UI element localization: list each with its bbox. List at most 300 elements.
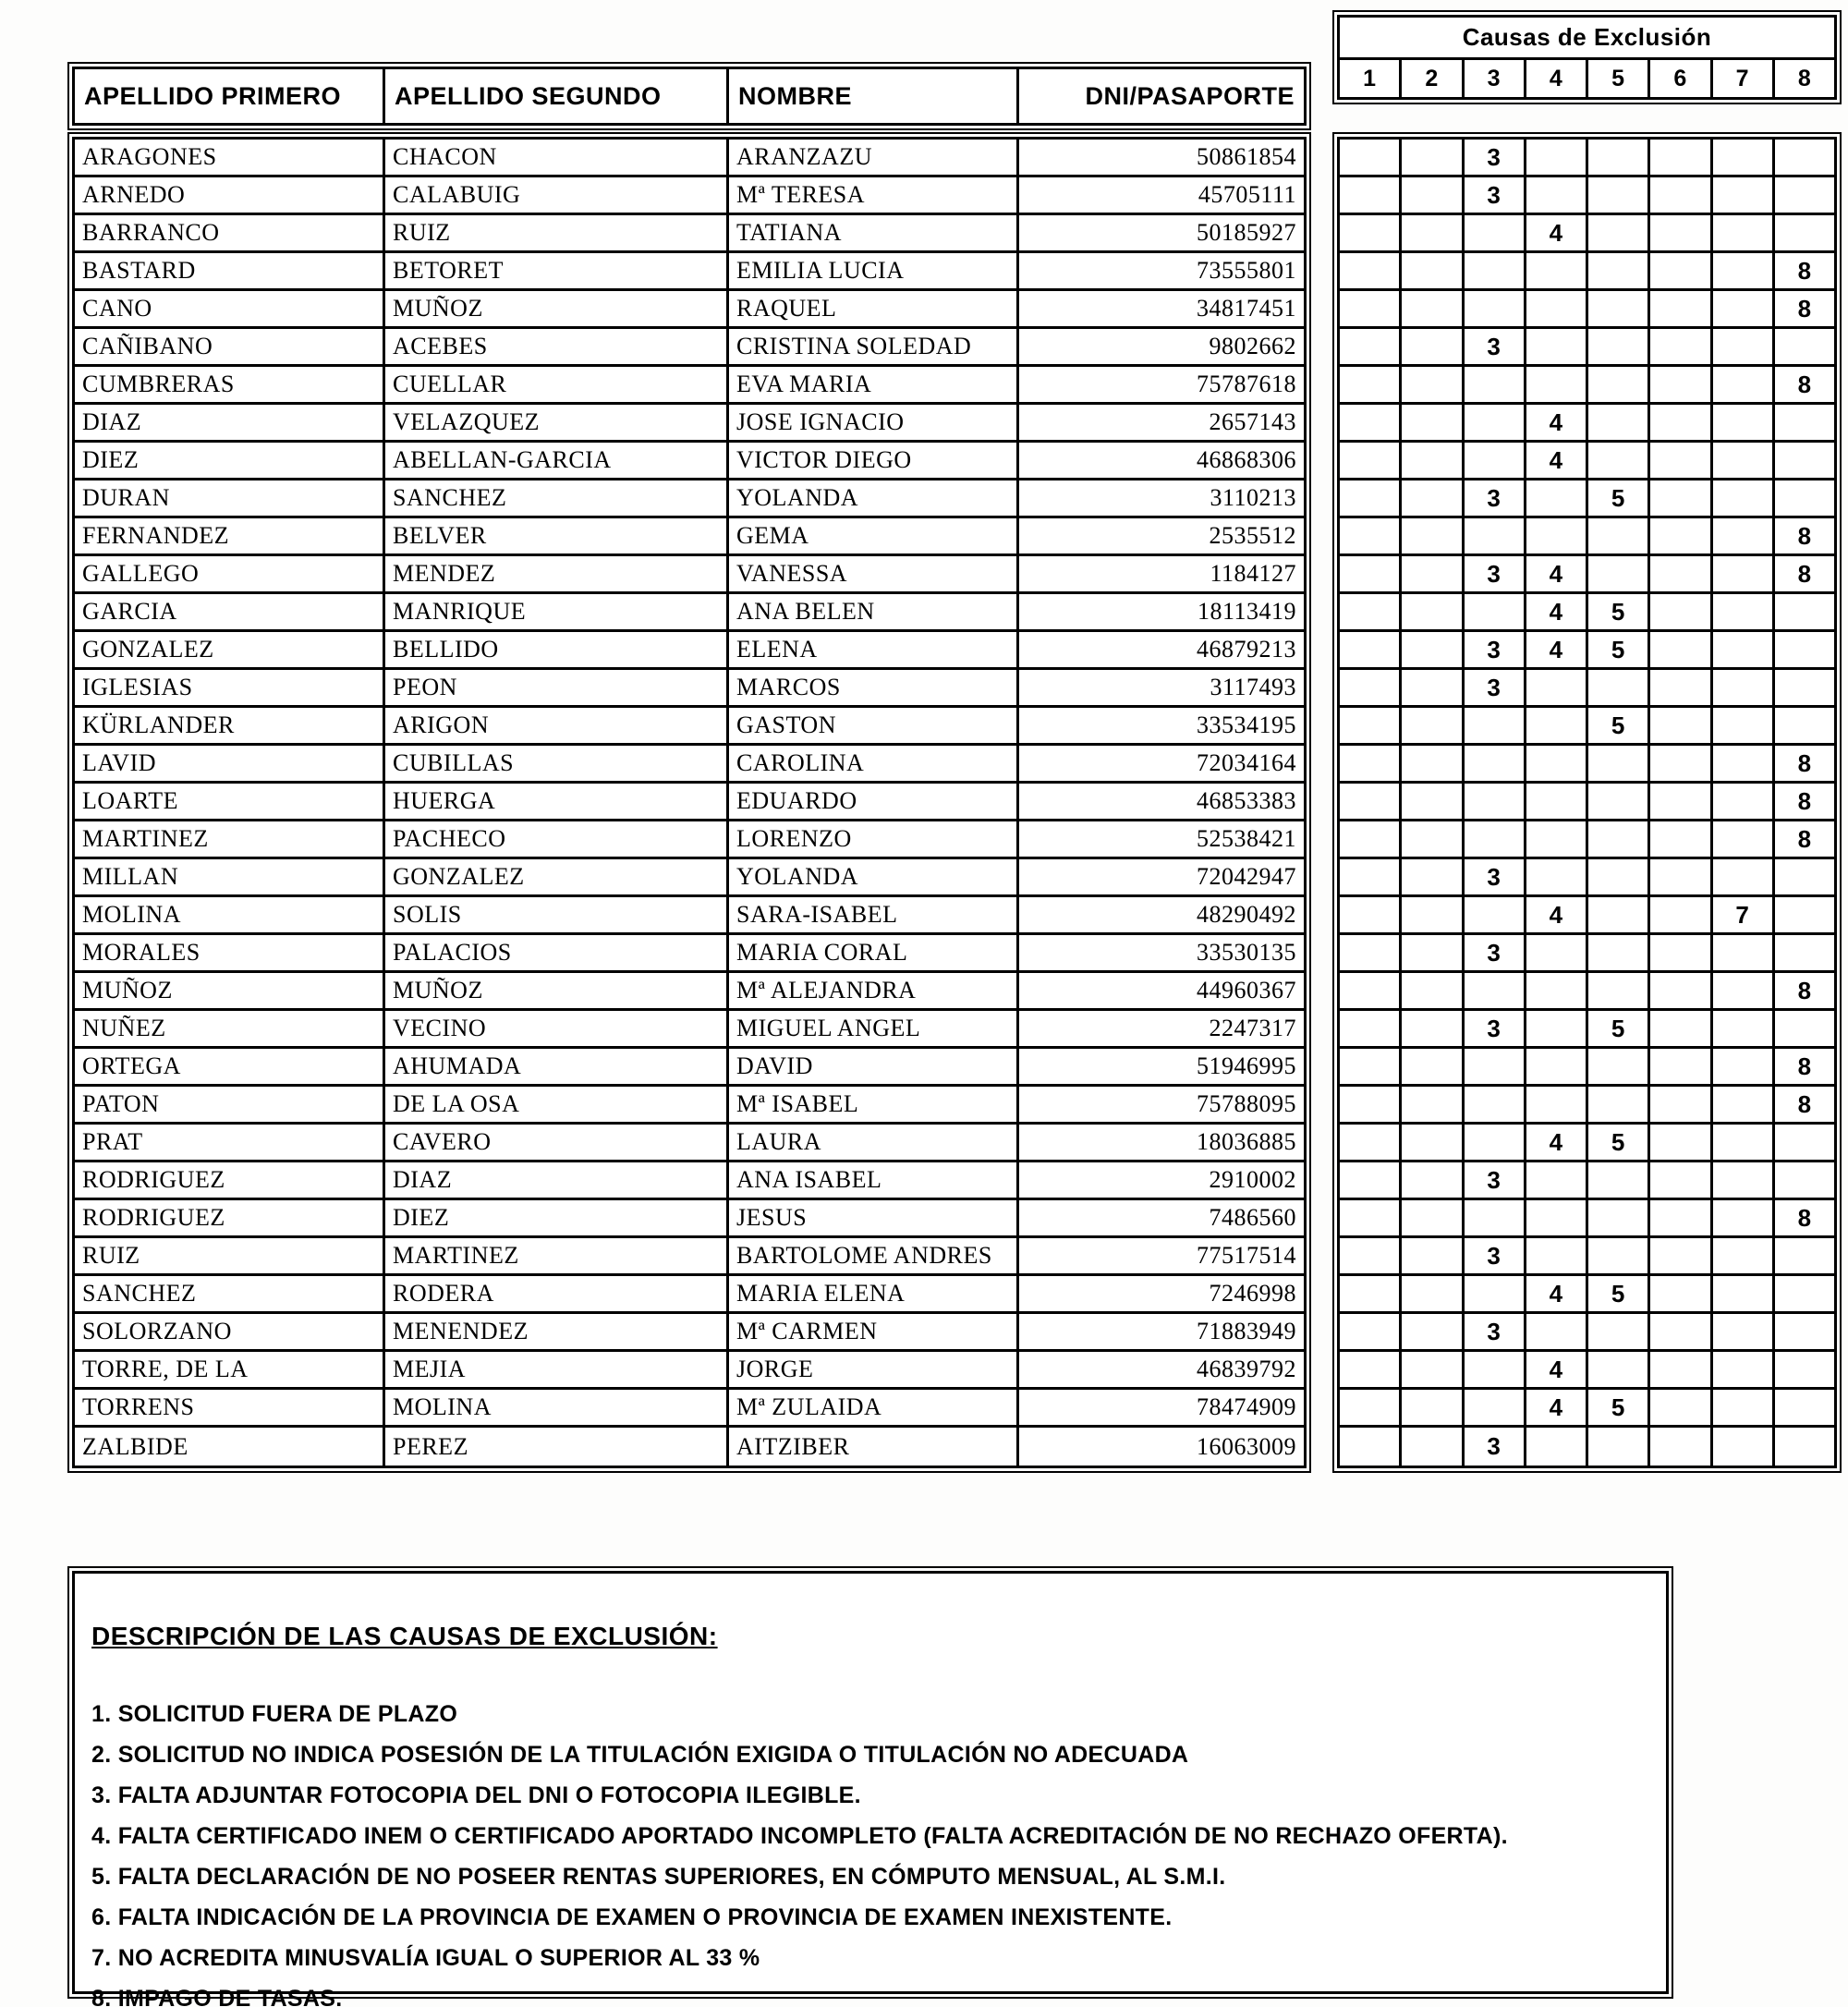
dni-cell: 51946995: [1197, 1052, 1296, 1079]
description-item: 3. FALTA ADJUNTAR FOTOCOPIA DEL DNI O FOTOCOPIA ILEGIBLE.: [91, 1782, 861, 1808]
applicant-row: [75, 1162, 1304, 1200]
exclusion-cell-2: [1402, 329, 1464, 364]
exclusion-cell-8: 8: [1797, 256, 1812, 285]
applicant-row: [75, 594, 1304, 632]
exclusion-cell-7: [1713, 821, 1775, 857]
exclusion-row: [1340, 1087, 1834, 1125]
dni-cell: 72034164: [1197, 749, 1296, 776]
dni-cell: 2247317: [1209, 1015, 1296, 1041]
apellido-segundo-cell: MUÑOZ: [385, 291, 729, 326]
exclusion-cell-2: [1402, 1314, 1464, 1349]
exclusion-cell-1: [1340, 1049, 1402, 1084]
exclusion-cell-7: [1713, 253, 1775, 288]
applicant-row: [75, 1200, 1304, 1238]
exclusion-cell-1: [1340, 329, 1402, 364]
exclusion-cell-5: [1588, 1428, 1650, 1466]
exclusion-cell-1: [1340, 215, 1402, 250]
exclusion-cell-5: [1588, 556, 1650, 591]
exclusion-cell-2: [1402, 897, 1464, 932]
exclusion-cell-4: [1526, 708, 1588, 743]
exclusion-cell-1: [1340, 1200, 1402, 1235]
exclusion-cell-5: [1588, 367, 1650, 402]
exclusion-cell-2: [1402, 518, 1464, 553]
dni-cell: 46879213: [1197, 636, 1296, 663]
exclusion-cell-2: [1402, 1352, 1464, 1387]
apellido-segundo-cell: ARIGON: [385, 708, 729, 743]
exclusion-row: [1340, 215, 1834, 253]
exclusion-cell-6: [1650, 1011, 1712, 1046]
exclusion-cell-3: 3: [1465, 1238, 1526, 1273]
nombre-cell: DAVID: [729, 1049, 1019, 1084]
dni-cell: 33530135: [1197, 939, 1296, 966]
nombre-cell: JESUS: [729, 1200, 1019, 1235]
description-item: 2. SOLICITUD NO INDICA POSESIÓN DE LA TITULACIÓN EXIGIDA O TITULACIÓN NO ADECUADA: [91, 1742, 1189, 1768]
exclusion-row: [1340, 1314, 1834, 1352]
exclusion-cell-4: [1526, 973, 1588, 1008]
exclusion-cell-6: [1650, 1162, 1712, 1198]
apellido-segundo-cell: RUIZ: [385, 215, 729, 250]
apellido-primero-cell: DIAZ: [75, 405, 385, 440]
dni-cell: 3117493: [1210, 674, 1296, 700]
dni-cell: 78474909: [1197, 1393, 1296, 1420]
nombre-cell: EVA MARIA: [729, 367, 1019, 402]
exclusion-cell-6: [1650, 140, 1712, 175]
apellido-segundo-cell: MOLINA: [385, 1390, 729, 1425]
apellido-segundo-cell: SOLIS: [385, 897, 729, 932]
exclusion-cell-6: [1650, 935, 1712, 970]
dni-cell: 71883949: [1197, 1318, 1296, 1344]
exclusion-cell-8: [1775, 1238, 1834, 1273]
exclusion-cell-6: [1650, 177, 1712, 213]
dni-cell: 48290492: [1197, 901, 1296, 928]
exclusion-cell-2: [1402, 291, 1464, 326]
apellido-segundo-cell: MANRIQUE: [385, 594, 729, 629]
apellido-segundo-cell: DIEZ: [385, 1200, 729, 1235]
exclusion-cell-8: [1775, 1352, 1834, 1387]
dni-cell: 50861854: [1197, 143, 1296, 170]
exclusion-cell-8: [1775, 443, 1834, 478]
exclusion-row: [1340, 1200, 1834, 1238]
exclusion-cell-7: [1713, 443, 1775, 478]
nombre-cell: ARANZAZU: [729, 140, 1019, 175]
exclusion-cell-5: [1588, 1200, 1650, 1235]
exclusion-cell-7: [1713, 518, 1775, 553]
applicant-row: [75, 1125, 1304, 1162]
exclusion-cell-1: [1340, 784, 1402, 819]
exclusion-cell-3: [1465, 973, 1526, 1008]
exclusion-row: [1340, 1011, 1834, 1049]
exclusion-cell-4: [1526, 1011, 1588, 1046]
exclusion-cell-5: [1588, 443, 1650, 478]
exclusion-cell-1: [1340, 253, 1402, 288]
exclusion-cell-8: [1775, 859, 1834, 894]
exclusion-cell-6: [1650, 556, 1712, 591]
exclusion-cell-7: [1713, 1049, 1775, 1084]
exclusion-cell-7: [1713, 291, 1775, 326]
exclusion-cell-3: 3: [1465, 1162, 1526, 1198]
exclusion-cell-1: [1340, 973, 1402, 1008]
apellido-primero-cell: TORRE, DE LA: [75, 1352, 385, 1387]
exclusion-row: [1340, 1125, 1834, 1162]
exclusion-cell-5: 5: [1588, 594, 1650, 629]
exclusion-cell-4: 4: [1526, 594, 1588, 629]
column-header-apellido-segundo: APELLIDO SEGUNDO: [385, 69, 729, 123]
apellido-primero-cell: MOLINA: [75, 897, 385, 932]
exclusion-cell-3: [1465, 1125, 1526, 1160]
exclusion-cell-6: [1650, 1390, 1712, 1425]
apellido-segundo-cell: MEJIA: [385, 1352, 729, 1387]
exclusion-row: [1340, 1238, 1834, 1276]
apellido-primero-cell: CAÑIBANO: [75, 329, 385, 364]
nombre-cell: AITZIBER: [729, 1428, 1019, 1466]
exclusion-cell-6: [1650, 784, 1712, 819]
exclusion-cell-4: 4: [1526, 632, 1588, 667]
exclusion-cell-2: [1402, 1390, 1464, 1425]
exclusion-column-header-6: 6: [1650, 60, 1712, 97]
exclusion-cell-5: [1588, 935, 1650, 970]
dni-cell: 34817451: [1197, 295, 1296, 322]
nombre-cell: MARCOS: [729, 670, 1019, 705]
exclusion-cell-5: [1588, 1238, 1650, 1273]
exclusion-cell-8: 8: [1797, 370, 1812, 398]
exclusion-cell-8: [1775, 1428, 1834, 1466]
exclusion-cell-7: [1713, 1125, 1775, 1160]
exclusion-cell-1: [1340, 746, 1402, 781]
nombre-cell: ELENA: [729, 632, 1019, 667]
applicant-row: [75, 821, 1304, 859]
apellido-segundo-cell: PEON: [385, 670, 729, 705]
exclusion-cell-2: [1402, 177, 1464, 213]
exclusion-cell-8: 8: [1797, 786, 1812, 815]
exclusion-cell-5: [1588, 405, 1650, 440]
apellido-primero-cell: SANCHEZ: [75, 1276, 385, 1311]
nombre-cell: LORENZO: [729, 821, 1019, 857]
exclusion-cell-3: [1465, 594, 1526, 629]
applicant-row: [75, 1390, 1304, 1428]
exclusion-row: [1340, 177, 1834, 215]
exclusion-column-header-1: 1: [1340, 60, 1402, 97]
exclusion-cell-7: [1713, 480, 1775, 516]
exclusion-cell-7: [1713, 670, 1775, 705]
exclusion-cell-3: 3: [1465, 1314, 1526, 1349]
exclusion-cell-2: [1402, 556, 1464, 591]
apellido-primero-cell: LOARTE: [75, 784, 385, 819]
exclusion-cell-4: 4: [1526, 405, 1588, 440]
apellido-primero-cell: IGLESIAS: [75, 670, 385, 705]
exclusion-cell-5: [1588, 215, 1650, 250]
exclusion-row: [1340, 329, 1834, 367]
exclusion-cell-1: [1340, 367, 1402, 402]
exclusion-cell-8: 8: [1797, 1052, 1812, 1080]
exclusion-column-header-7: 7: [1713, 60, 1775, 97]
dni-cell: 72042947: [1197, 863, 1296, 890]
exclusion-cell-7: [1713, 859, 1775, 894]
exclusion-row: [1340, 556, 1834, 594]
exclusion-cell-1: [1340, 594, 1402, 629]
exclusion-cell-3: [1465, 1200, 1526, 1235]
apellido-primero-cell: KÜRLANDER: [75, 708, 385, 743]
exclusion-cell-4: [1526, 746, 1588, 781]
exclusion-causes-description-box: [72, 1571, 1669, 2007]
nombre-cell: MARIA CORAL: [729, 935, 1019, 970]
exclusion-row: [1340, 1390, 1834, 1428]
exclusion-cell-8: [1775, 215, 1834, 250]
exclusion-column-header-5: 5: [1588, 60, 1650, 97]
exclusion-cell-5: [1588, 1162, 1650, 1198]
column-header-apellido-primero: APELLIDO PRIMERO: [75, 69, 385, 123]
exclusion-cell-3: 3: [1465, 1011, 1526, 1046]
nombre-cell: YOLANDA: [729, 480, 1019, 516]
exclusion-cell-7: [1713, 784, 1775, 819]
exclusion-row: [1340, 708, 1834, 746]
exclusion-cell-1: [1340, 518, 1402, 553]
apellido-segundo-cell: CUELLAR: [385, 367, 729, 402]
exclusion-cell-2: [1402, 253, 1464, 288]
exclusion-cell-2: [1402, 784, 1464, 819]
dni-cell: 3110213: [1210, 484, 1296, 511]
description-items: [91, 1694, 1647, 2007]
exclusion-cell-5: [1588, 291, 1650, 326]
exclusion-cell-3: [1465, 1276, 1526, 1311]
exclusion-cell-8: 8: [1797, 976, 1812, 1004]
exclusion-cell-3: 3: [1465, 556, 1526, 591]
exclusion-cell-2: [1402, 708, 1464, 743]
exclusion-cell-5: [1588, 973, 1650, 1008]
exclusion-cell-1: [1340, 556, 1402, 591]
apellido-segundo-cell: BETORET: [385, 253, 729, 288]
apellido-primero-cell: MARTINEZ: [75, 821, 385, 857]
nombre-cell: LAURA: [729, 1125, 1019, 1160]
applicant-row: [75, 708, 1304, 746]
exclusion-cell-4: [1526, 935, 1588, 970]
column-header-dni-pasaporte: DNI/PASAPORTE: [1085, 81, 1295, 110]
apellido-segundo-cell: MENENDEZ: [385, 1314, 729, 1349]
dni-cell: 16063009: [1197, 1432, 1296, 1460]
exclusion-cell-8: [1775, 1390, 1834, 1425]
apellido-segundo-cell: VECINO: [385, 1011, 729, 1046]
exclusion-cell-7: [1713, 594, 1775, 629]
exclusion-cell-7: [1713, 177, 1775, 213]
exclusion-cell-3: [1465, 215, 1526, 250]
exclusion-cell-2: [1402, 1125, 1464, 1160]
exclusion-cell-6: [1650, 897, 1712, 932]
exclusion-cell-2: [1402, 443, 1464, 478]
applicant-row: [75, 215, 1304, 253]
exclusion-cell-4: [1526, 1200, 1588, 1235]
exclusion-cell-8: [1775, 670, 1834, 705]
exclusion-cell-7: [1713, 1428, 1775, 1466]
dni-cell: 18036885: [1197, 1128, 1296, 1155]
exclusion-row: [1340, 1049, 1834, 1087]
applicant-row: [75, 784, 1304, 821]
dni-cell: 75788095: [1197, 1090, 1296, 1117]
exclusion-cell-1: [1340, 859, 1402, 894]
exclusion-cell-1: [1340, 443, 1402, 478]
apellido-primero-cell: RODRIGUEZ: [75, 1200, 385, 1235]
description-item: 8. IMPAGO DE TASAS.: [91, 1986, 343, 2007]
exclusion-cell-5: [1588, 329, 1650, 364]
exclusion-cell-6: [1650, 1238, 1712, 1273]
exclusion-row: [1340, 746, 1834, 784]
exclusion-cell-8: 8: [1797, 824, 1812, 853]
exclusion-row: [1340, 670, 1834, 708]
exclusion-column-header-8: 8: [1797, 65, 1811, 91]
exclusion-cell-1: [1340, 1276, 1402, 1311]
apellido-primero-cell: MUÑOZ: [75, 973, 385, 1008]
exclusion-cell-5: 5: [1588, 1390, 1650, 1425]
exclusion-cell-5: [1588, 670, 1650, 705]
applicant-row: [75, 1276, 1304, 1314]
applicant-row: [75, 291, 1304, 329]
nombre-cell: MARIA ELENA: [729, 1276, 1019, 1311]
exclusion-cell-4: 4: [1526, 1390, 1588, 1425]
apellido-segundo-cell: BELLIDO: [385, 632, 729, 667]
dni-cell: 46839792: [1197, 1356, 1296, 1382]
exclusion-cell-6: [1650, 632, 1712, 667]
dni-cell: 77517514: [1197, 1242, 1296, 1269]
nombre-cell: BARTOLOME ANDRES: [729, 1238, 1019, 1273]
exclusion-cell-4: [1526, 1049, 1588, 1084]
exclusion-column-header-2: 2: [1402, 60, 1464, 97]
exclusion-row: [1340, 443, 1834, 480]
nombre-cell: ANA ISABEL: [729, 1162, 1019, 1198]
exclusion-cell-3: [1465, 405, 1526, 440]
applicant-row: [75, 973, 1304, 1011]
exclusion-row: [1340, 1276, 1834, 1314]
exclusion-cell-3: 3: [1465, 177, 1526, 213]
apellido-segundo-cell: CAVERO: [385, 1125, 729, 1160]
nombre-cell: SARA-ISABEL: [729, 897, 1019, 932]
exclusion-cell-2: [1402, 670, 1464, 705]
applicant-row: [75, 480, 1304, 518]
apellido-primero-cell: RODRIGUEZ: [75, 1162, 385, 1198]
apellido-primero-cell: BASTARD: [75, 253, 385, 288]
exclusion-cell-6: [1650, 1200, 1712, 1235]
exclusion-cell-3: [1465, 897, 1526, 932]
applicant-row: [75, 670, 1304, 708]
apellido-primero-cell: ARNEDO: [75, 177, 385, 213]
apellido-primero-cell: DURAN: [75, 480, 385, 516]
exclusion-cell-4: [1526, 480, 1588, 516]
exclusion-cell-6: [1650, 443, 1712, 478]
exclusion-cell-1: [1340, 1125, 1402, 1160]
exclusion-cell-5: 5: [1588, 1276, 1650, 1311]
exclusion-cell-6: [1650, 518, 1712, 553]
exclusion-row: [1340, 935, 1834, 973]
exclusion-cell-7: [1713, 1162, 1775, 1198]
dni-cell: 33534195: [1197, 712, 1296, 738]
exclusion-cell-7: [1713, 632, 1775, 667]
exclusion-cell-2: [1402, 1011, 1464, 1046]
exclusion-cell-1: [1340, 1352, 1402, 1387]
apellido-segundo-cell: DE LA OSA: [385, 1087, 729, 1122]
apellido-primero-cell: MILLAN: [75, 859, 385, 894]
exclusion-cell-4: [1526, 140, 1588, 175]
nombre-cell: CAROLINA: [729, 746, 1019, 781]
exclusion-cell-4: [1526, 670, 1588, 705]
exclusion-cell-8: [1775, 1276, 1834, 1311]
exclusion-cell-8: [1775, 897, 1834, 932]
apellido-primero-cell: ZALBIDE: [75, 1428, 385, 1466]
exclusion-cell-6: [1650, 708, 1712, 743]
nombre-cell: Mª ALEJANDRA: [729, 973, 1019, 1008]
exclusion-cell-1: [1340, 1390, 1402, 1425]
exclusion-cell-1: [1340, 821, 1402, 857]
exclusion-cell-3: [1465, 367, 1526, 402]
exclusion-cell-2: [1402, 632, 1464, 667]
exclusion-cell-7: [1713, 329, 1775, 364]
applicant-row: [75, 1428, 1304, 1466]
apellido-segundo-cell: MENDEZ: [385, 556, 729, 591]
exclusion-cell-3: 3: [1465, 480, 1526, 516]
exclusion-cell-6: [1650, 1276, 1712, 1311]
exclusion-cell-1: [1340, 1011, 1402, 1046]
exclusion-cell-5: [1588, 518, 1650, 553]
exclusion-cell-5: 5: [1588, 1125, 1650, 1160]
exclusion-cell-7: [1713, 935, 1775, 970]
exclusion-cell-4: 4: [1526, 1352, 1588, 1387]
exclusion-cell-7: [1713, 367, 1775, 402]
nombre-cell: YOLANDA: [729, 859, 1019, 894]
description-item: 1. SOLICITUD FUERA DE PLAZO: [91, 1701, 458, 1727]
exclusion-row: [1340, 973, 1834, 1011]
exclusion-cell-3: [1465, 291, 1526, 326]
exclusion-cell-7: [1713, 405, 1775, 440]
exclusion-causes-header: [1337, 15, 1837, 100]
apellido-segundo-cell: PACHECO: [385, 821, 729, 857]
exclusion-cell-6: [1650, 329, 1712, 364]
exclusion-cell-3: [1465, 784, 1526, 819]
exclusion-cell-7: [1713, 140, 1775, 175]
exclusion-row: [1340, 784, 1834, 821]
nombre-cell: EMILIA LUCIA: [729, 253, 1019, 288]
apellido-primero-cell: RUIZ: [75, 1238, 385, 1273]
exclusion-cell-2: [1402, 1428, 1464, 1466]
dni-cell: 46853383: [1197, 787, 1296, 814]
exclusion-cell-8: 8: [1797, 1089, 1812, 1118]
apellido-primero-cell: ARAGONES: [75, 140, 385, 175]
exclusion-cell-1: [1340, 897, 1402, 932]
exclusion-cell-5: [1588, 177, 1650, 213]
exclusion-cell-6: [1650, 670, 1712, 705]
exclusion-column-header-3: 3: [1465, 60, 1526, 97]
exclusion-cell-4: [1526, 518, 1588, 553]
exclusion-cell-3: [1465, 518, 1526, 553]
exclusion-cell-1: [1340, 1087, 1402, 1122]
dni-cell: 9802662: [1209, 333, 1296, 359]
exclusion-cell-8: [1775, 1314, 1834, 1349]
exclusion-cell-6: [1650, 291, 1712, 326]
exclusion-cell-7: [1713, 1390, 1775, 1425]
exclusion-cell-2: [1402, 1049, 1464, 1084]
exclusion-cell-1: [1340, 1238, 1402, 1273]
apellido-primero-cell: PATON: [75, 1087, 385, 1122]
exclusion-cell-4: 4: [1526, 1125, 1588, 1160]
exclusion-cell-3: 3: [1465, 329, 1526, 364]
exclusion-cell-6: [1650, 594, 1712, 629]
applicant-row: [75, 405, 1304, 443]
description-item: 6. FALTA INDICACIÓN DE LA PROVINCIA DE EXAMEN O PROVINCIA DE EXAMEN INEXISTENTE.: [91, 1904, 1173, 1930]
nombre-cell: VICTOR DIEGO: [729, 443, 1019, 478]
apellido-segundo-cell: ACEBES: [385, 329, 729, 364]
apellido-segundo-cell: GONZALEZ: [385, 859, 729, 894]
exclusion-cell-1: [1340, 140, 1402, 175]
exclusion-cell-6: [1650, 1428, 1712, 1466]
column-header-nombre: NOMBRE: [729, 69, 1019, 123]
applicant-row: [75, 443, 1304, 480]
exclusion-cell-8: [1775, 632, 1834, 667]
exclusion-cell-2: [1402, 1200, 1464, 1235]
